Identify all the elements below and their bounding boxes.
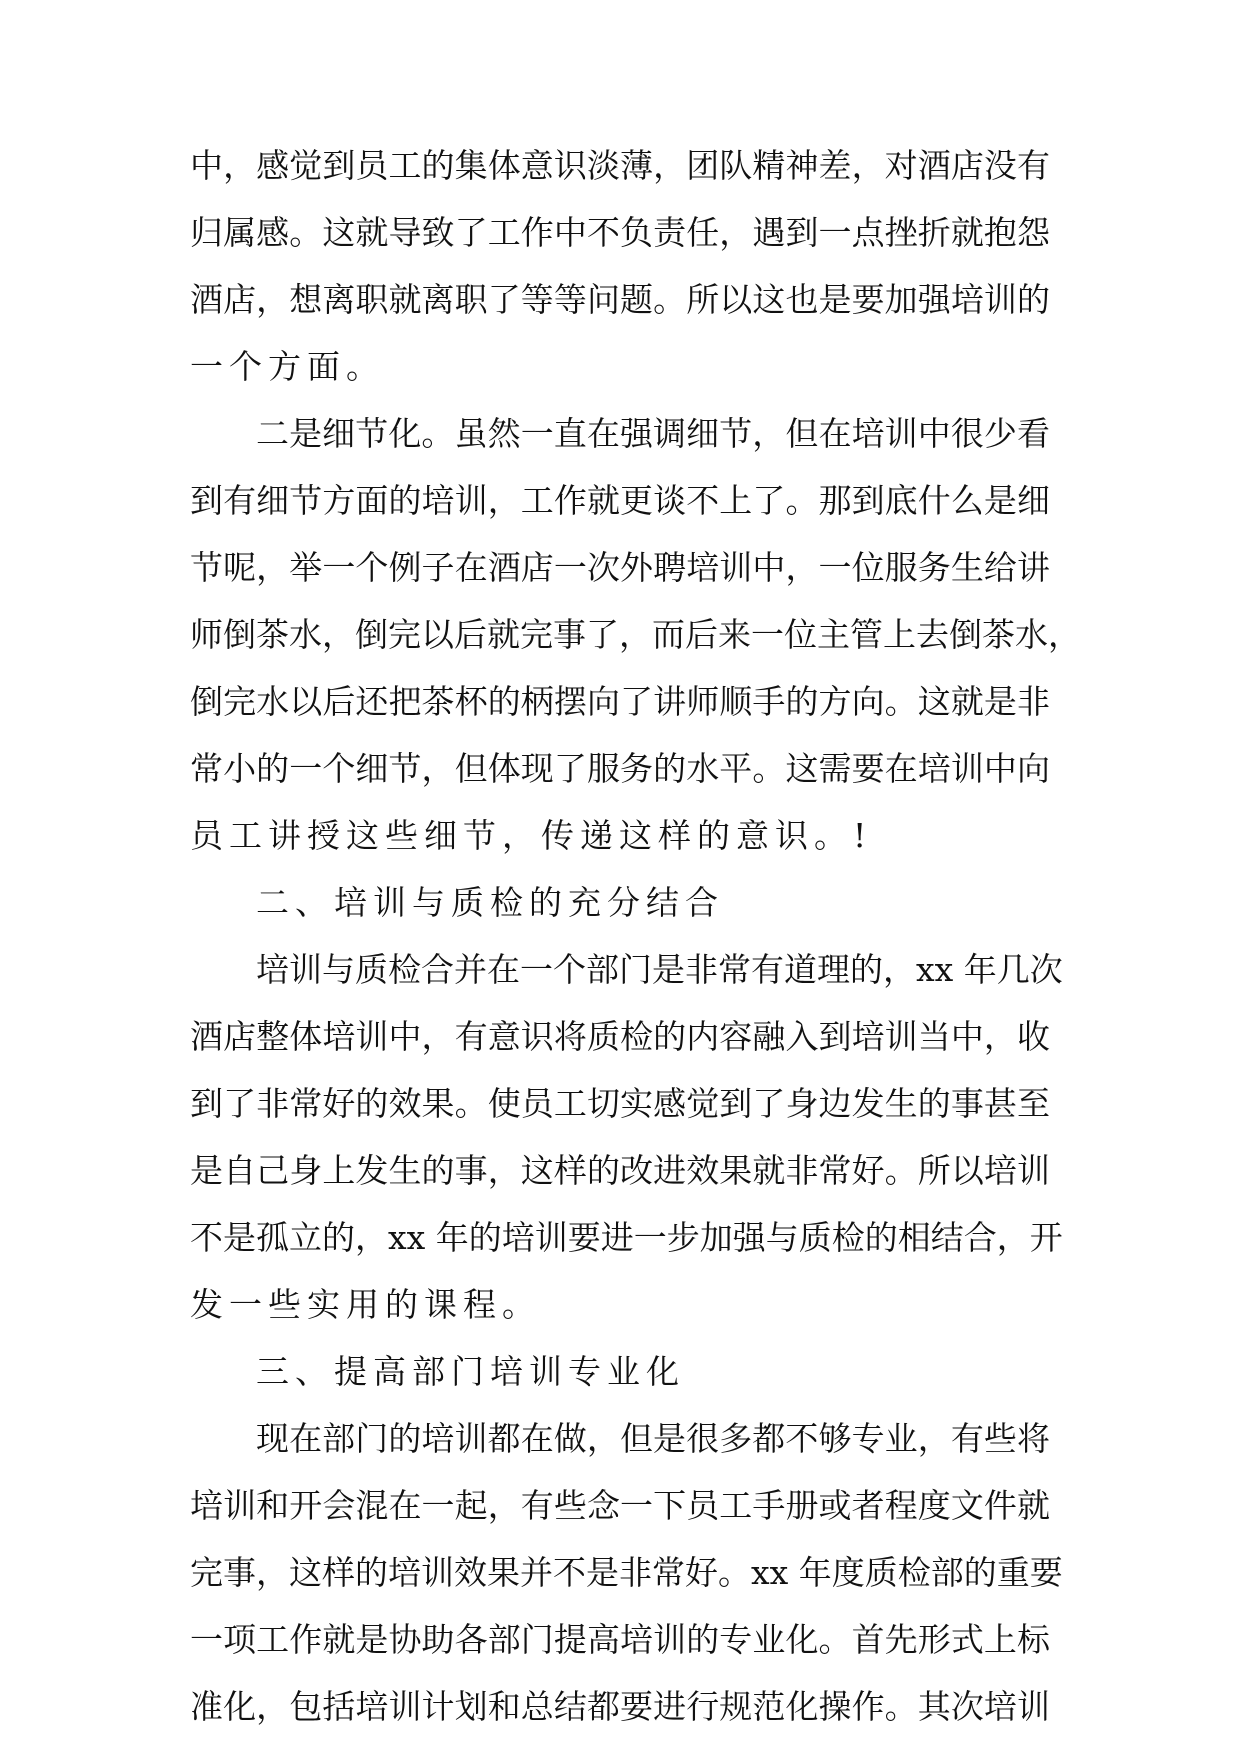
paragraph-line: 一项工作就是协助各部门提高培训的专业化。首先形式上标 xyxy=(190,1620,1050,1659)
paragraph-line: 节呢，举一个例子在酒店一次外聘培训中，一位服务生给讲 xyxy=(190,548,1050,587)
paragraph-line: 倒完水以后还把茶杯的柄摆向了讲师顺手的方向。这就是非 xyxy=(190,682,1050,721)
paragraph-line: 一个方面。 xyxy=(190,347,385,386)
paragraph-line: 归属感。这就导致了工作中不负责任，遇到一点挫折就抱怨 xyxy=(190,213,1050,252)
paragraph-line: 是自己身上发生的事，这样的改进效果就非常好。所以培训 xyxy=(190,1151,1050,1190)
paragraph-line: 完事，这样的培训效果并不是非常好。xx 年度质检部的重要 xyxy=(190,1553,1063,1592)
paragraph-line: 中，感觉到员工的集体意识淡薄，团队精神差，对酒店没有 xyxy=(190,146,1050,185)
paragraph-line: 师倒茶水，倒完以后就完事了，而后来一位主管上去倒茶水， xyxy=(190,615,1081,654)
paragraph-line: 员工讲授这些细节，传递这样的意识。! xyxy=(190,816,873,855)
paragraph-line: 现在部门的培训都在做，但是很多都不够专业，有些将 xyxy=(256,1419,1050,1458)
paragraph-line: 酒店整体培训中，有意识将质检的内容融入到培训当中，收 xyxy=(190,1017,1050,1056)
section-heading: 二、培训与质检的充分结合 xyxy=(256,883,724,922)
paragraph-line: 二是细节化。虽然一直在强调细节，但在培训中很少看 xyxy=(256,414,1050,453)
paragraph-line: 常小的一个细节，但体现了服务的水平。这需要在培训中向 xyxy=(190,749,1050,788)
paragraph-line: 发一些实用的课程。 xyxy=(190,1285,541,1324)
paragraph-line: 培训与质检合并在一个部门是非常有道理的，xx 年几次 xyxy=(256,950,1063,989)
paragraph-line: 到有细节方面的培训，工作就更谈不上了。那到底什么是细 xyxy=(190,481,1050,520)
section-heading: 三、提高部门培训专业化 xyxy=(256,1352,685,1391)
paragraph-line: 到了非常好的效果。使员工切实感觉到了身边发生的事甚至 xyxy=(190,1084,1050,1123)
paragraph-line: 酒店，想离职就离职了等等问题。所以这也是要加强培训的 xyxy=(190,280,1050,319)
paragraph-line: 不是孤立的，xx 年的培训要进一步加强与质检的相结合，开 xyxy=(190,1218,1063,1257)
paragraph-line: 培训和开会混在一起，有些念一下员工手册或者程度文件就 xyxy=(190,1486,1050,1525)
paragraph-line: 准化，包括培训计划和总结都要进行规范化操作。其次培训 xyxy=(190,1687,1050,1726)
